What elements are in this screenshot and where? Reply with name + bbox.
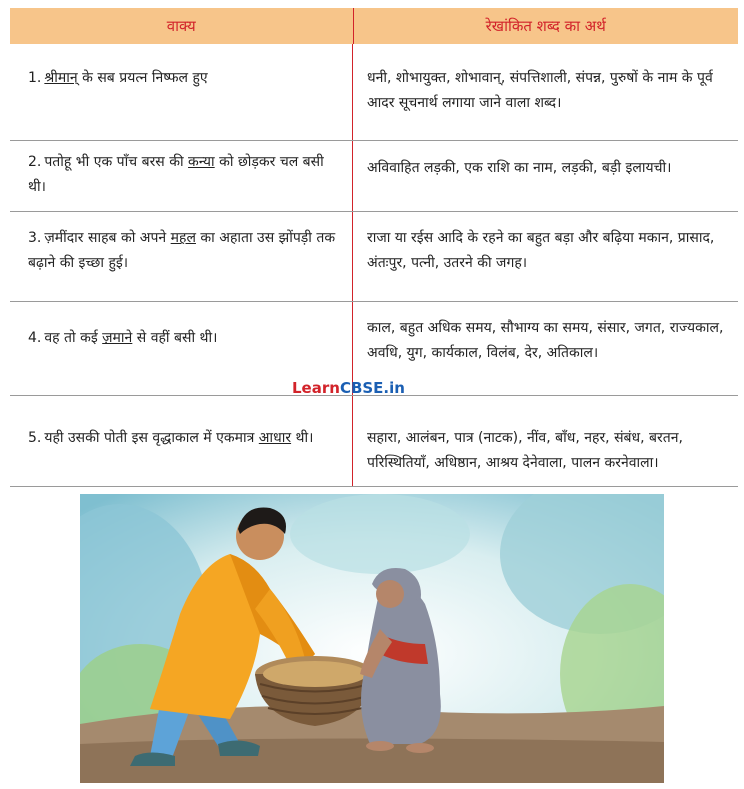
- sentence-cell: 3. ज़मींदार साहब को अपने महल का अहाता उस झोंपड़ी तक बढ़ाने की इच्छा हुई।: [10, 212, 353, 301]
- sentence-cell: 1. श्रीमान् के सब प्रयत्न निष्फल हुए: [10, 44, 353, 140]
- header-sentence: वाक्य: [10, 8, 354, 44]
- table-row: [10, 44, 738, 141]
- underlined-word: महल: [170, 230, 196, 246]
- underlined-word: आधार: [258, 430, 292, 446]
- bush-shape: [290, 494, 470, 574]
- meaning-cell: राजा या रईस आदि के रहने का बहुत बड़ा और बढ़िया मकान, प्रासाद, अंतःपुर, पत्नी, उतरने की जगह।: [367, 230, 715, 271]
- underlined-word: ज़माने: [102, 330, 133, 346]
- meaning-cell: सहारा, आलंबन, पात्र (नाटक), नींव, बाँध, नहर, संबंध, बरतन, परिस्थितियाँ, अधिष्ठान, आश्रय देनेवाला, पालन करनेवाला।: [367, 430, 683, 471]
- table-row: [10, 141, 738, 212]
- meanings-table: [10, 8, 738, 487]
- header-meaning: रेखांकित शब्द का अर्थ: [485, 17, 606, 35]
- meaning-cell: काल, बहुत अधिक समय, सौभाग्य का समय, संसार, जगत, राज्यकाल, अवधि, युग, कार्यकाल, विलंब, देर, अतिकाल।: [367, 320, 724, 361]
- site-watermark: LearnCBSE.in: [292, 379, 405, 397]
- underlined-word: श्रीमान्: [44, 70, 78, 86]
- underlined-word: कन्या: [188, 154, 215, 170]
- table-row: [10, 212, 738, 302]
- table-row: [10, 396, 738, 487]
- meaning-cell: अविवाहित लड़की, एक राशि का नाम, लड़की, बड़ी इलायची।: [367, 160, 672, 176]
- sentence-cell: 2. पतोहू भी एक पाँच बरस की कन्या को छोड़कर चल बसी थी।: [10, 141, 353, 211]
- sentence-cell: 5. यही उसकी पोती इस वृद्धाकाल में एकमात्र आधार थी।: [10, 396, 353, 486]
- sentence-cell: 4. वह तो कई ज़माने से वहीं बसी थी।: [10, 302, 353, 395]
- illustration-man-and-old-woman-with-basket: [80, 494, 664, 783]
- meaning-cell: धनी, शोभायुक्त, शोभावान्, संपत्तिशाली, संपन्न, पुरुषों के नाम के पूर्व आदर सूचनार्थ लगाया जाने वाला शब्द।: [367, 70, 713, 111]
- table-header: [10, 8, 738, 44]
